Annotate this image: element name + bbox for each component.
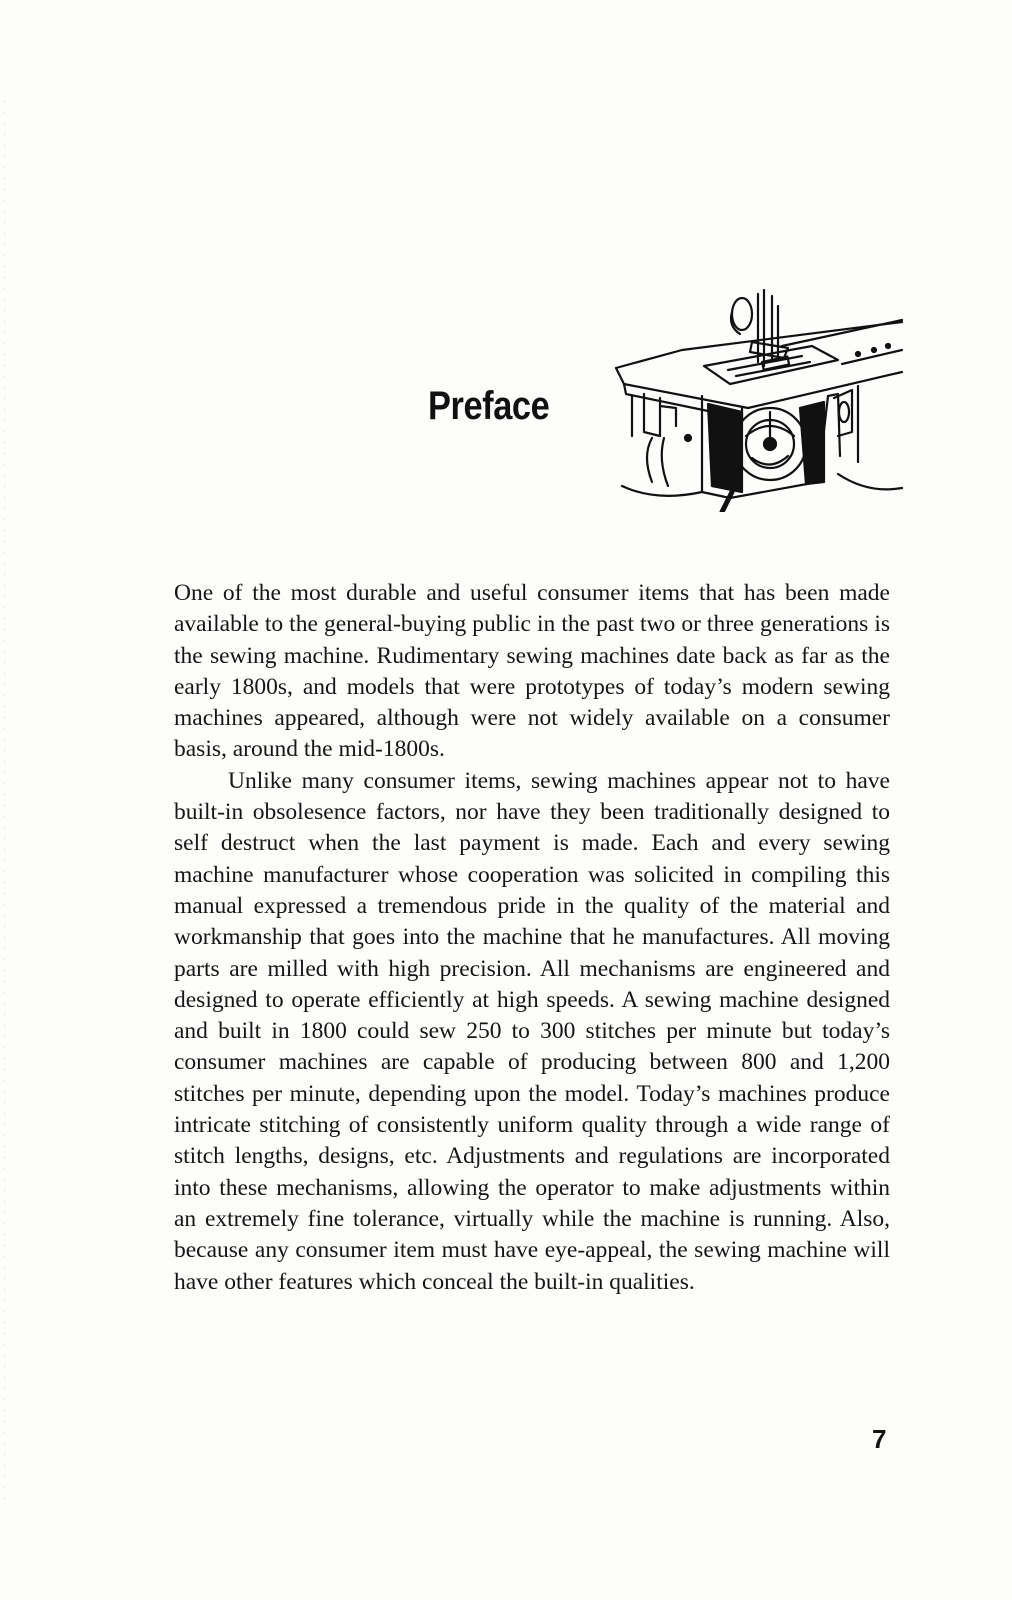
paragraph-1: One of the most durable and useful consumer items that has been made available to the general-buying public in the past two or three generations is the sewing machine. Rudimentary sewing machines date back as far as the early 1800s, and models that were prototypes of today’s modern sewing machines appeared, although were not widely available on a consumer basis, around the mid-1800s.	[174, 580, 890, 763]
preface-body	[174, 578, 890, 1298]
page-number: 7	[872, 1424, 887, 1454]
sewing-machine-bobbin-illustration-icon	[612, 286, 904, 512]
scan-edge	[4, 100, 5, 1500]
page-title: Preface	[428, 384, 550, 428]
paragraph-2: Unlike many consumer items, sewing machines appear not to have built-in obsolesence factors, nor have they been traditionally designed to self destruct when the last payment is made. Each and every sewing machine manufacturer whose cooperation was solicited in compiling this manual expressed a tremendous pride in the quality of the material and workmanship that goes into the machine that he manufactures. All moving parts are milled with high precision. All mechanisms are engineered and designed to operate efficiently at high speeds. A sewing machine designed and built in 1800 could sew 250 to 300 stitches per minute but today’s consumer machines are capable of producing between 800 and 1,200 stitches per minute, depending upon the model. Today’s machines produce intricate stitching of consistently uniform quality through a wide range of stitch lengths, designs, etc. Adjustments and regulations are incorporated into these mechanisms, allowing the operator to make adjustments within an extremely fine tolerance, virtually while the machine is running. Also, because any consumer item must have eye-appeal, the sewing machine will have other features which conceal the built-in qualities.	[174, 767, 890, 1295]
